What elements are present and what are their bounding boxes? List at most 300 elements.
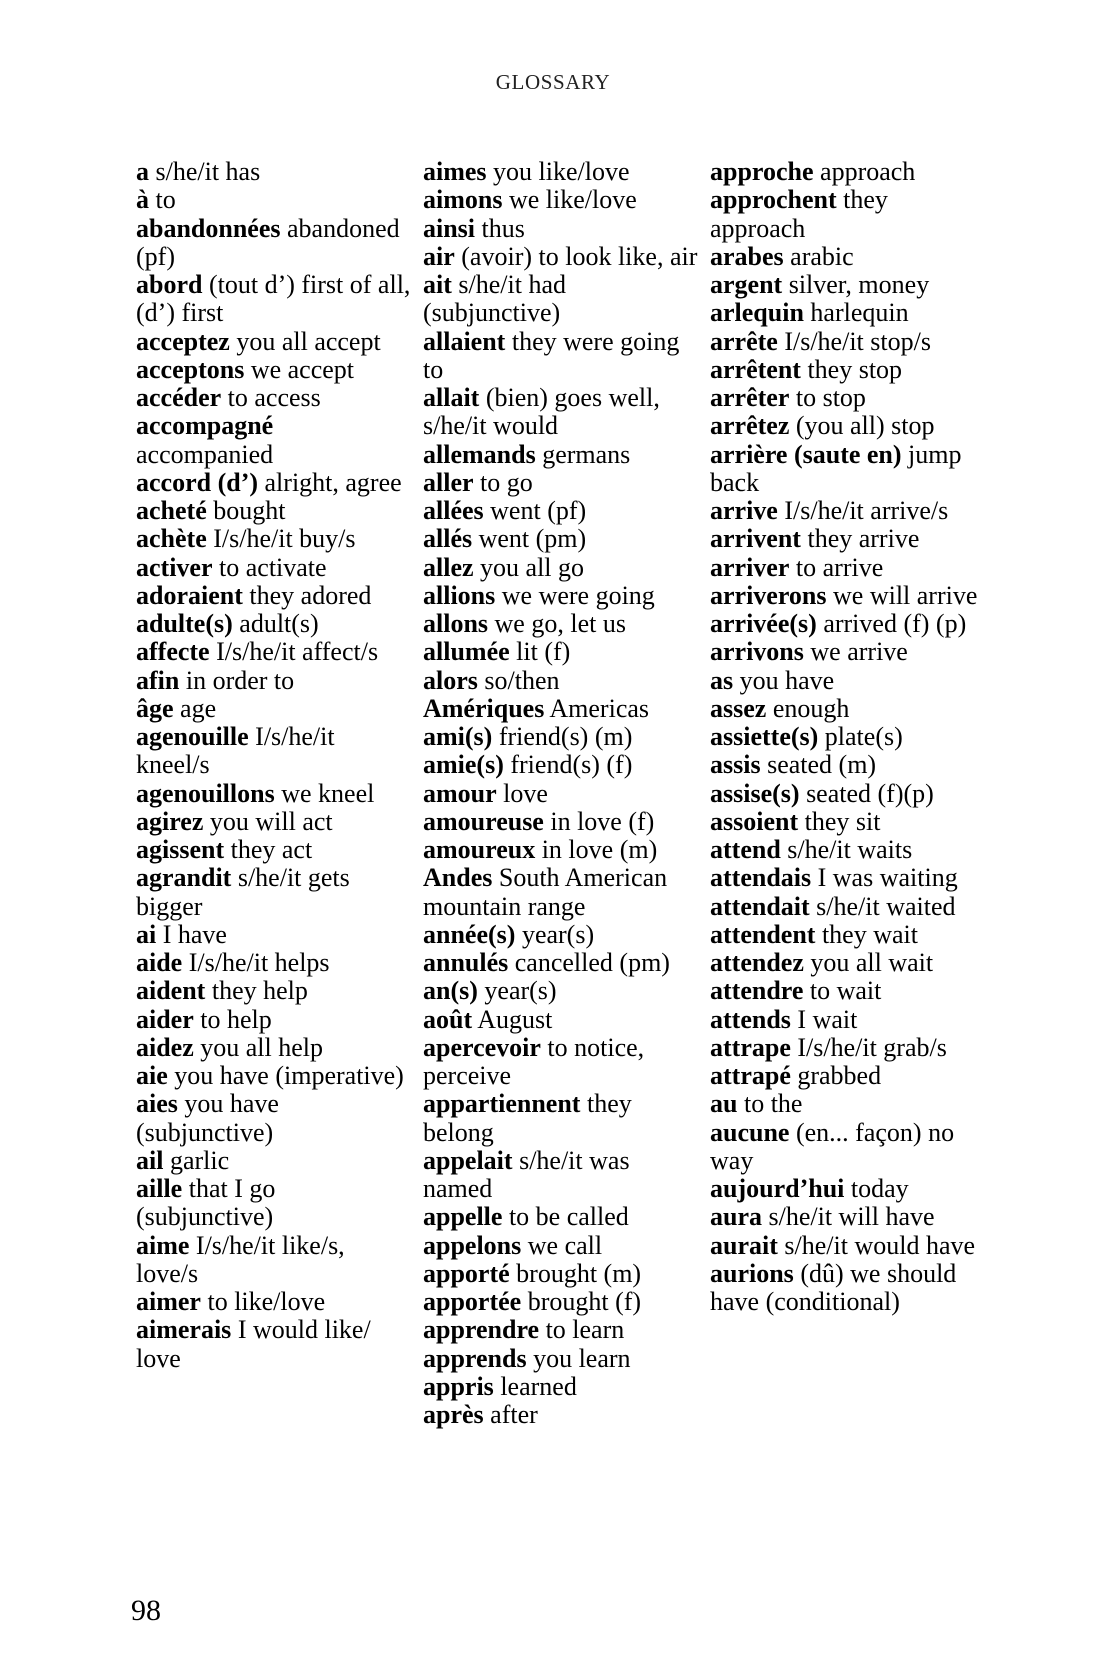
entry-headword: appris: [423, 1371, 494, 1401]
entry-definition: jump back: [710, 439, 962, 497]
glossary-entry: [710, 582, 985, 610]
entry-headword: arlequin: [710, 298, 804, 328]
entry-definition: (en... façon) no way: [710, 1117, 955, 1175]
entry-definition: went (pm): [472, 524, 587, 554]
entry-headword: attends: [710, 1004, 791, 1034]
entry-headword: arriverons: [710, 580, 827, 610]
entry-definition: we were going: [495, 580, 655, 610]
entry-definition: that I go (subjunctive): [136, 1174, 276, 1232]
entry-headword: appelons: [423, 1230, 522, 1260]
glossary-entry: [423, 949, 698, 977]
glossary-entry: [423, 723, 698, 751]
entry-definition: to stop: [789, 383, 866, 412]
glossary-entry: [423, 921, 698, 949]
entry-definition: to notice, perceive: [423, 1032, 645, 1090]
glossary-entry: [136, 469, 411, 497]
entry-definition: to go: [473, 467, 533, 497]
glossary-entry: [423, 1147, 698, 1204]
glossary-entry: [710, 751, 985, 779]
glossary-entry: [710, 1203, 985, 1231]
glossary-entry: [423, 186, 698, 214]
glossary-entry: [710, 384, 985, 412]
entry-definition: age: [173, 693, 217, 723]
glossary-entry: [710, 554, 985, 582]
entry-headword: aille: [136, 1174, 183, 1203]
glossary-entry: [710, 1175, 985, 1203]
glossary-entry: [423, 271, 698, 328]
entry-headword: aujourd’hui: [710, 1174, 845, 1203]
glossary-entry: [710, 667, 985, 695]
entry-headword: argent: [710, 270, 783, 299]
glossary-entry: [710, 893, 985, 921]
entry-definition: we go, let us: [488, 609, 626, 638]
entry-definition: Americas: [544, 693, 650, 723]
entry-definition: enough: [766, 693, 850, 723]
entry-definition: cancelled (pm): [508, 948, 670, 977]
entry-headword: adulte(s): [136, 609, 233, 638]
page-number: 98: [131, 1594, 161, 1627]
glossary-entry: [710, 497, 985, 525]
glossary-entry: [710, 328, 985, 356]
entry-headword: allez: [423, 552, 474, 582]
entry-definition: I/s/he/it helps: [182, 948, 330, 977]
entry-definition: bought: [206, 496, 286, 525]
glossary-entry: [136, 610, 411, 638]
glossary-entry: [423, 610, 698, 638]
entry-definition: I/s/he/it kneel/s: [136, 722, 335, 780]
entry-headword: aurions: [710, 1258, 794, 1288]
entry-headword: approche: [710, 157, 814, 186]
glossary-entry: [136, 723, 411, 780]
entry-definition: s/he/it has: [149, 157, 261, 186]
entry-definition: I/s/he/it grab/s: [790, 1032, 947, 1062]
entry-definition: lit (f): [509, 637, 571, 667]
glossary-entry: [423, 441, 698, 469]
entry-headword: arrête: [710, 326, 778, 356]
entry-definition: we accept: [244, 354, 355, 384]
entry-headword: apprendre: [423, 1315, 540, 1345]
entry-definition: I/s/he/it stop/s: [777, 326, 931, 356]
entry-definition: to be called: [502, 1202, 629, 1232]
glossary-entry: [136, 497, 411, 525]
entry-headword: attendre: [710, 976, 804, 1006]
glossary-entry: [136, 977, 411, 1005]
glossary-entry: [136, 186, 411, 214]
glossary-entry: [423, 1090, 698, 1147]
glossary-entry: [136, 582, 411, 610]
entry-headword: arrivée(s): [710, 609, 817, 638]
entry-headword: aimerais: [136, 1315, 232, 1345]
entry-headword: arrivent: [710, 524, 801, 554]
entry-headword: allées: [423, 496, 484, 525]
entry-headword: aime: [136, 1230, 190, 1260]
entry-headword: allons: [423, 609, 489, 638]
glossary-entry: [136, 158, 411, 186]
glossary-entry: [423, 1401, 698, 1429]
entry-headword: attendez: [710, 948, 804, 977]
entry-definition: you like/love: [486, 157, 630, 186]
entry-headword: aimer: [136, 1287, 201, 1316]
entry-headword: acheté: [136, 496, 207, 525]
entry-headword: agissent: [136, 835, 225, 864]
glossary-entry: [710, 271, 985, 299]
glossary-entry: [423, 638, 698, 666]
entry-headword: attrapé: [710, 1061, 791, 1090]
entry-definition: I was waiting: [811, 863, 958, 893]
glossary-entry: [710, 864, 985, 892]
entry-definition: love: [496, 778, 548, 808]
entry-definition: s/he/it gets bigger: [136, 863, 350, 921]
entry-headword: allait: [423, 383, 480, 412]
glossary-entry: [710, 836, 985, 864]
entry-definition: accompanied: [136, 439, 274, 469]
entry-headword: amour: [423, 778, 497, 808]
entry-headword: arabes: [710, 241, 784, 271]
entry-definition: s/he/it will have: [762, 1202, 935, 1232]
glossary-entry: [710, 299, 985, 327]
entry-definition: brought (m): [509, 1258, 642, 1288]
entry-definition: s/he/it waits: [780, 835, 913, 864]
entry-definition: s/he/it would have: [777, 1230, 976, 1260]
entry-headword: allemands: [423, 439, 536, 469]
entry-headword: adoraient: [136, 580, 243, 610]
entry-definition: they sit: [798, 806, 881, 836]
entry-headword: ainsi: [423, 213, 476, 243]
entry-definition: I/s/he/it like/s, love/s: [136, 1230, 345, 1288]
entry-headword: apporté: [423, 1258, 510, 1288]
glossary-entry: [136, 328, 411, 356]
glossary-entry: [710, 412, 985, 440]
entry-headword: aies: [136, 1089, 178, 1119]
entry-headword: air: [423, 241, 455, 271]
entry-definition: (bien) goes well, s/he/it would: [423, 383, 660, 441]
glossary-entry: [136, 949, 411, 977]
entry-headword: alors: [423, 665, 478, 695]
glossary-entry: [423, 1316, 698, 1344]
entry-definition: they were going to: [423, 326, 680, 384]
entry-headword: aller: [423, 467, 474, 497]
glossary-entry: [710, 243, 985, 271]
entry-definition: today: [844, 1174, 909, 1203]
glossary-entry: [136, 215, 411, 272]
glossary-entry: [710, 780, 985, 808]
entry-headword: arrêtez: [710, 411, 790, 441]
glossary-entry: [710, 1232, 985, 1260]
glossary-entry: [423, 977, 698, 1005]
glossary-entry: [710, 1034, 985, 1062]
entry-definition: they wait: [815, 919, 918, 949]
glossary-entry: [136, 554, 411, 582]
glossary-entry: [710, 638, 985, 666]
glossary-entry: [710, 441, 985, 498]
entry-definition: we like/love: [502, 185, 637, 215]
entry-definition: South American mountain range: [423, 863, 668, 921]
entry-headword: allaient: [423, 326, 506, 356]
entry-definition: learned: [493, 1371, 577, 1401]
entry-headword: aucune: [710, 1117, 790, 1147]
glossary-entry: [136, 667, 411, 695]
entry-definition: adult(s): [232, 609, 319, 638]
entry-definition: they stop: [800, 354, 903, 384]
entry-headword: annulés: [423, 948, 509, 977]
entry-definition: went (pf): [483, 496, 587, 525]
entry-headword: aura: [710, 1202, 762, 1232]
entry-headword: année(s): [423, 919, 516, 949]
entry-headword: arrière (saute en): [710, 439, 902, 469]
entry-headword: abord: [136, 270, 203, 299]
entry-definition: garlic: [163, 1145, 230, 1175]
entry-headword: attend: [710, 835, 781, 864]
glossary-entry: [136, 384, 411, 412]
glossary-entry: [423, 1288, 698, 1316]
entry-definition: you have (imperative): [167, 1061, 404, 1090]
glossary-entry: [710, 158, 985, 186]
entry-definition: so/then: [477, 665, 560, 695]
entry-definition: you all help: [193, 1032, 324, 1062]
glossary-entry: [710, 695, 985, 723]
entry-headword: attrape: [710, 1032, 791, 1062]
glossary-entry: [136, 638, 411, 666]
entry-headword: arriver: [710, 552, 790, 582]
glossary-entry: [423, 469, 698, 497]
entry-definition: I would like/ love: [136, 1315, 371, 1373]
entry-definition: to access: [221, 383, 321, 412]
glossary-entry: [136, 525, 411, 553]
glossary-entry: [423, 1203, 698, 1231]
entry-definition: alright, agree: [258, 467, 402, 497]
glossary-entry: [423, 808, 698, 836]
entry-headword: achète: [136, 524, 207, 554]
glossary-entry: [423, 328, 698, 385]
glossary-entry: [136, 271, 411, 328]
entry-headword: aide: [136, 948, 183, 977]
entry-headword: afin: [136, 665, 180, 695]
entry-definition: in love (f): [543, 806, 655, 836]
entry-definition: (dû) we should have (conditional): [710, 1258, 957, 1316]
glossary-entry: [423, 1006, 698, 1034]
glossary-entry: [423, 780, 698, 808]
entry-definition: s/he/it waited: [809, 891, 956, 921]
entry-headword: arrivons: [710, 637, 804, 667]
entry-headword: as: [710, 665, 734, 695]
entry-headword: aimes: [423, 157, 487, 186]
entry-definition: (tout d’) first of all, (d’) first: [136, 270, 411, 328]
entry-definition: to like/love: [200, 1287, 326, 1316]
glossary-entry: [423, 667, 698, 695]
glossary-entry: [136, 1175, 411, 1232]
glossary-entry: [710, 1062, 985, 1090]
glossary-entry: [710, 186, 985, 243]
glossary-entry: [136, 695, 411, 723]
entry-headword: aider: [136, 1004, 194, 1034]
entry-definition: to the: [737, 1089, 803, 1119]
entry-definition: arrived (f) (p): [816, 609, 967, 638]
entry-headword: attendait: [710, 891, 810, 921]
entry-headword: ami(s): [423, 722, 493, 751]
entry-definition: s/he/it was named: [423, 1145, 630, 1203]
entry-headword: acceptez: [136, 326, 230, 356]
entry-headword: assis: [710, 750, 761, 780]
entry-definition: in order to: [179, 665, 295, 695]
entry-definition: to learn: [539, 1315, 625, 1345]
entry-definition: you all go: [473, 552, 585, 582]
entry-definition: they approach: [710, 185, 888, 243]
entry-definition: they adored: [242, 580, 372, 610]
glossary-entry: [710, 1260, 985, 1317]
entry-headword: Amériques: [423, 693, 545, 723]
entry-definition: August: [472, 1004, 553, 1034]
glossary-entry: [136, 1090, 411, 1147]
page-header: GLOSSARY: [495, 70, 611, 94]
glossary-entry: [423, 215, 698, 243]
entry-definition: they belong: [423, 1089, 632, 1147]
entry-definition: year(s): [477, 976, 557, 1006]
entry-definition: (you all) stop: [789, 411, 935, 441]
glossary-entry: [423, 864, 698, 921]
glossary-entry: [136, 780, 411, 808]
glossary-entry: [423, 384, 698, 441]
entry-headword: assise(s): [710, 778, 800, 808]
glossary-entry: [423, 1345, 698, 1373]
entry-definition: I/s/he/it affect/s: [209, 637, 379, 667]
glossary-entry: [136, 836, 411, 864]
entry-definition: you have (subjunctive): [136, 1089, 279, 1147]
glossary-entry: [423, 695, 698, 723]
entry-definition: seated (m): [760, 750, 877, 780]
entry-definition: they arrive: [800, 524, 920, 554]
entry-definition: to arrive: [789, 552, 884, 582]
glossary-entry: [710, 1119, 985, 1176]
glossary-entry: [423, 497, 698, 525]
entry-headword: accompagné: [136, 411, 274, 441]
entry-definition: to wait: [803, 976, 882, 1006]
entry-definition: year(s): [515, 919, 595, 949]
entry-headword: aident: [136, 976, 206, 1006]
glossary-entry: [710, 1006, 985, 1034]
entry-definition: harlequin: [803, 298, 909, 328]
entry-definition: you all wait: [803, 948, 934, 977]
entry-headword: appelle: [423, 1202, 503, 1232]
glossary-entry: [136, 921, 411, 949]
entry-headword: aurait: [710, 1230, 778, 1260]
glossary-entry: [710, 808, 985, 836]
entry-headword: attendent: [710, 919, 816, 949]
entry-headword: acceptons: [136, 354, 245, 384]
entry-definition: silver, money: [782, 270, 930, 299]
glossary-column-1: [136, 158, 411, 1373]
glossary-entry: [423, 582, 698, 610]
entry-headword: apportée: [423, 1287, 522, 1316]
glossary-entry: [710, 723, 985, 751]
entry-definition: I/s/he/it arrive/s: [777, 496, 949, 525]
glossary-entry: [136, 864, 411, 921]
entry-definition: you will act: [203, 806, 333, 836]
entry-headword: allumée: [423, 637, 510, 667]
entry-headword: Andes: [423, 863, 493, 893]
entry-definition: I wait: [790, 1004, 858, 1034]
entry-headword: apprends: [423, 1343, 527, 1373]
entry-definition: friend(s) (f): [503, 750, 633, 780]
entry-headword: affecte: [136, 637, 210, 667]
entry-headword: au: [710, 1089, 738, 1119]
entry-headword: août: [423, 1004, 473, 1034]
entry-headword: arrive: [710, 496, 778, 525]
glossary-entry: [136, 1006, 411, 1034]
entry-headword: assez: [710, 693, 767, 723]
entry-headword: an(s): [423, 976, 478, 1006]
entry-definition: we will arrive: [826, 580, 978, 610]
entry-definition: friend(s) (m): [492, 722, 633, 751]
glossary-column-2: [423, 158, 698, 1429]
entry-headword: attendais: [710, 863, 812, 893]
glossary-entry: [136, 356, 411, 384]
glossary-entry: [423, 243, 698, 271]
entry-headword: assiette(s): [710, 722, 819, 751]
entry-headword: arrêtent: [710, 354, 801, 384]
entry-headword: apercevoir: [423, 1032, 541, 1062]
entry-definition: germans: [535, 439, 631, 469]
glossary-entry: [136, 1232, 411, 1289]
entry-definition: seated (f)(p): [799, 778, 934, 808]
entry-definition: after: [483, 1400, 538, 1429]
glossary-entry: [710, 921, 985, 949]
entry-headword: ai: [136, 919, 157, 949]
glossary-entry: [423, 554, 698, 582]
entry-definition: to: [149, 185, 176, 215]
entry-definition: plate(s): [818, 722, 903, 751]
entry-headword: allés: [423, 524, 473, 554]
glossary-entry: [423, 751, 698, 779]
glossary-entry: [423, 1034, 698, 1091]
glossary-entry: [423, 525, 698, 553]
entry-headword: accéder: [136, 383, 222, 412]
glossary-entry: [136, 1316, 411, 1373]
glossary-entry: [710, 1090, 985, 1118]
entry-headword: agenouillons: [136, 778, 275, 808]
entry-definition: you have: [733, 665, 835, 695]
entry-definition: they act: [224, 835, 313, 864]
glossary-entry: [136, 1147, 411, 1175]
entry-headword: à: [136, 185, 149, 215]
entry-headword: aidez: [136, 1032, 194, 1062]
glossary-entry: [136, 1288, 411, 1316]
entry-headword: après: [423, 1400, 484, 1429]
entry-definition: s/he/it had (subjunctive): [423, 270, 566, 328]
entry-definition: I/s/he/it buy/s: [206, 524, 356, 554]
glossary-entry: [423, 1232, 698, 1260]
entry-definition: they help: [205, 976, 308, 1006]
glossary-entry: [710, 356, 985, 384]
glossary-entry: [423, 1373, 698, 1401]
entry-definition: (avoir) to look like, air: [454, 241, 698, 271]
glossary-entry: [710, 525, 985, 553]
glossary-entry: [136, 412, 411, 469]
entry-definition: grabbed: [790, 1061, 882, 1090]
entry-headword: abandonnées: [136, 213, 281, 243]
entry-headword: approchent: [710, 185, 837, 215]
entry-headword: agirez: [136, 806, 204, 836]
entry-headword: aie: [136, 1061, 168, 1090]
glossary-entry: [710, 977, 985, 1005]
entry-headword: amoureuse: [423, 806, 544, 836]
entry-headword: âge: [136, 693, 174, 723]
entry-definition: approach: [813, 157, 916, 186]
entry-definition: I have: [156, 919, 227, 949]
entry-definition: we call: [521, 1230, 603, 1260]
entry-headword: a: [136, 157, 149, 186]
entry-headword: ait: [423, 270, 452, 299]
entry-headword: amie(s): [423, 750, 504, 780]
